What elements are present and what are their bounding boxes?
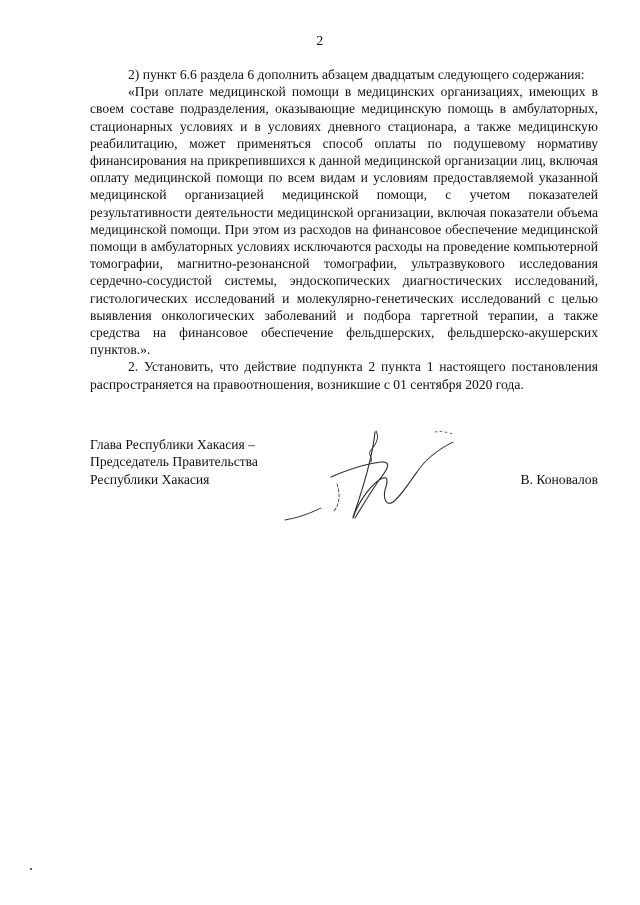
paragraph-effective-date: 2. Установить, что действие подпункта 2 пункта 1 настоящего постановления распространяется на правоотношения, возникшие с 01 сентября 2020 года. [90,359,598,392]
signer-title-line-2: Председатель Правительства [90,454,258,470]
paragraph-amendment-text: «При оплате медицинской помощи в медицинских организациях, имеющих в своем составе подразделения, оказывающие медицинскую помощь в амбулаторных, стационарных условиях и в условиях дневного стационара, а также медицинскую реабилитацию, может применяться способ оплаты по подушевому нормативу финансирования на прикрепившихся к данной медицинской организации лиц, включая оплату медицинской помощи по всем видам и условиям предоставляемой указанной медицинской организацией медицинской помощи, с учетом показателей результативности деятельности медицинской организации, включая показатели объема медицинской помощи. При этом из расходов на финансовое обеспечение медицинской помощи в амбулаторных условиях исключаются расходы на проведение компьютерной томографии, магнитно-резонансной томографии, ультразвукового исследования сердечно-сосудистой системы, эндоскопических диагностических исследований, гистологических исследований и молекулярно-генетических исследований с целью выявления онкологических заболеваний и подбора таргетной терапии, а также средства на финансовое обеспечение фельдшерских, фельдшерско-акушерских пунктов.». [90,84,598,358]
paragraph-amendment-intro: 2) пункт 6.6 раздела 6 дополнить абзацем двадцатым следующего содержания: [128,67,585,82]
signature-block [90,436,598,546]
page-mark [30,868,32,870]
signer-title-line-3: Республики Хакасия [90,471,210,487]
signer-title-line-1: Глава Республики Хакасия – [90,437,255,452]
document-body [90,66,598,393]
handwritten-signature [275,422,470,532]
page-number: 2 [316,34,324,49]
signer-name: В. Коновалов [520,472,598,487]
